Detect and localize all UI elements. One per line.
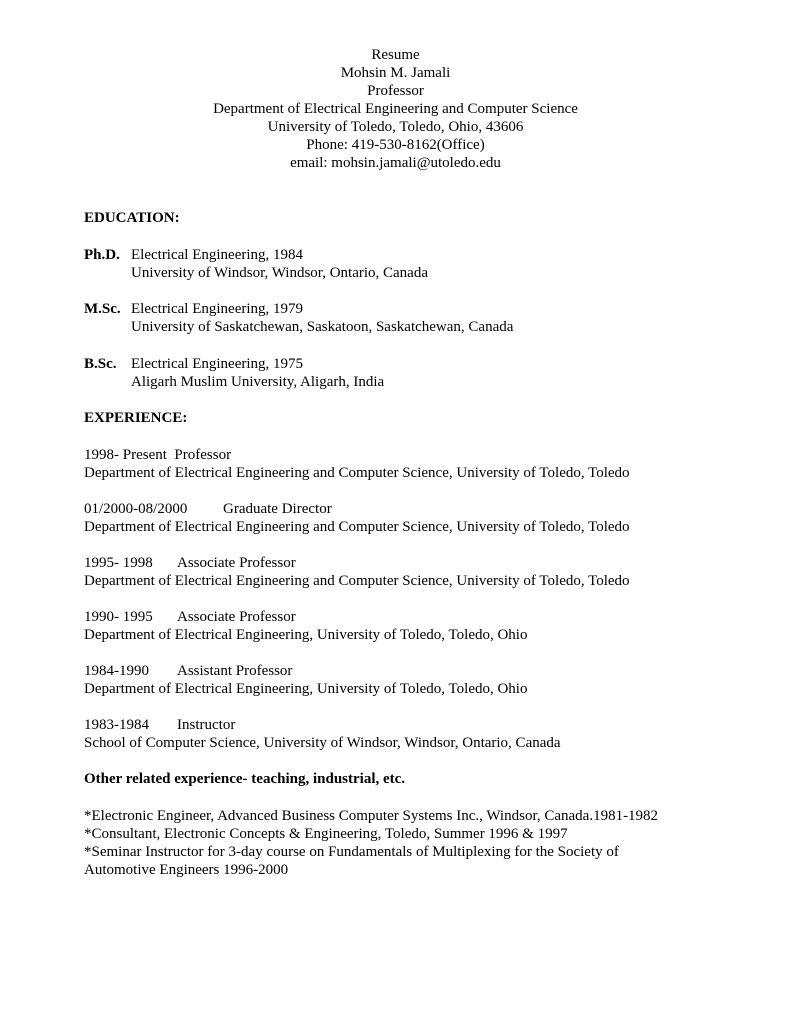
other-experience-line: *Electronic Engineer, Advanced Business Computer Systems Inc., Windsor, Canada.1981-1982 bbox=[84, 808, 659, 824]
experience-title: Associate Professor bbox=[177, 609, 296, 625]
experience-period: 1990- 1995 bbox=[84, 609, 153, 625]
document-title: Resume bbox=[371, 47, 420, 63]
experience-org: School of Computer Science, University of Windsor, Windsor, Ontario, Canada bbox=[84, 735, 561, 751]
other-experience-heading: Other related experience- teaching, industrial, etc. bbox=[84, 771, 406, 787]
education-heading: EDUCATION: bbox=[84, 210, 180, 226]
experience-title: Professor bbox=[174, 447, 232, 463]
experience-item bbox=[84, 662, 527, 698]
experience-item bbox=[84, 608, 527, 644]
education-item bbox=[84, 300, 513, 336]
department: Department of Electrical Engineering and Computer Science bbox=[213, 101, 578, 117]
other-experience-line: *Consultant, Electronic Concepts & Engineering, Toledo, Summer 1996 & 1997 bbox=[84, 826, 568, 842]
experience-heading: EXPERIENCE: bbox=[84, 410, 188, 426]
degree-school: University of Saskatchewan, Saskatoon, Saskatchewan, Canada bbox=[131, 319, 514, 335]
experience-item bbox=[84, 500, 630, 536]
experience-org: Department of Electrical Engineering, University of Toledo, Toledo, Ohio bbox=[84, 627, 528, 643]
degree-label: M.Sc. bbox=[84, 301, 121, 317]
experience-period: 1995- 1998 bbox=[84, 555, 153, 571]
degree-field: Electrical Engineering, 1979 bbox=[131, 301, 304, 317]
person-name: Mohsin M. Jamali bbox=[340, 65, 451, 81]
other-experience-list bbox=[84, 807, 658, 879]
experience-period: 01/2000-08/2000 bbox=[84, 501, 188, 517]
degree-field: Electrical Engineering, 1975 bbox=[131, 356, 304, 372]
resume-header bbox=[0, 46, 791, 172]
person-position: Professor bbox=[367, 83, 424, 99]
experience-title: Assistant Professor bbox=[177, 663, 293, 679]
experience-title: Associate Professor bbox=[177, 555, 296, 571]
experience-org: Department of Electrical Engineering and Computer Science, University of Toledo, Toledo bbox=[84, 519, 630, 535]
experience-item bbox=[84, 446, 630, 482]
degree-school: Aligarh Muslim University, Aligarh, India bbox=[131, 374, 385, 390]
email: email: mohsin.jamali@utoledo.edu bbox=[290, 155, 501, 171]
experience-item bbox=[84, 554, 630, 590]
experience-item bbox=[84, 716, 561, 752]
degree-label: B.Sc. bbox=[84, 356, 117, 372]
address: University of Toledo, Toledo, Ohio, 43606 bbox=[267, 119, 524, 135]
experience-org: Department of Electrical Engineering and Computer Science, University of Toledo, Toledo bbox=[84, 465, 630, 481]
experience-org: Department of Electrical Engineering and Computer Science, University of Toledo, Toledo bbox=[84, 573, 630, 589]
phone: Phone: 419-530-8162(Office) bbox=[306, 137, 485, 153]
degree-field: Electrical Engineering, 1984 bbox=[131, 247, 304, 263]
experience-title: Graduate Director bbox=[223, 501, 332, 517]
experience-period: 1998- Present bbox=[84, 447, 167, 463]
degree-school: University of Windsor, Windsor, Ontario, Canada bbox=[131, 265, 428, 281]
experience-period: 1984-1990 bbox=[84, 663, 149, 679]
education-item bbox=[84, 355, 384, 391]
other-experience-line: Automotive Engineers 1996-2000 bbox=[84, 862, 289, 878]
experience-period: 1983-1984 bbox=[84, 717, 149, 733]
degree-label: Ph.D. bbox=[84, 247, 120, 263]
education-item bbox=[84, 246, 428, 282]
other-experience-line: *Seminar Instructor for 3-day course on Fundamentals of Multiplexing for the Society of bbox=[84, 844, 619, 860]
experience-org: Department of Electrical Engineering, University of Toledo, Toledo, Ohio bbox=[84, 681, 528, 697]
experience-title: Instructor bbox=[177, 717, 236, 733]
